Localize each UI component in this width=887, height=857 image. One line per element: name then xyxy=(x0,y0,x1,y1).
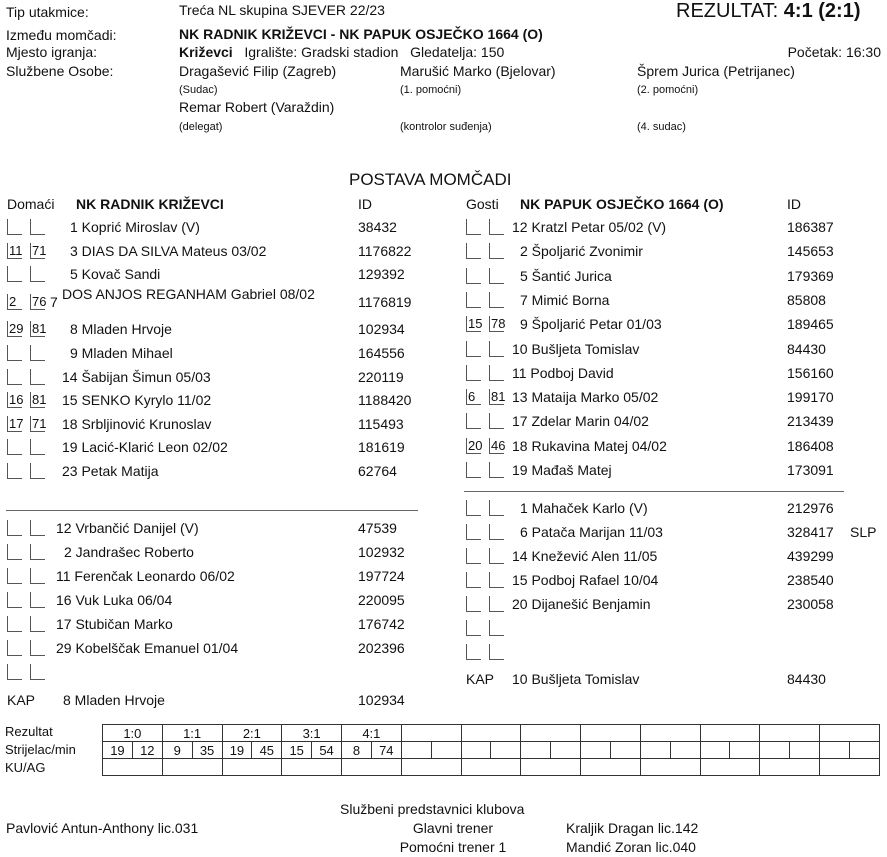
sub-minute-box xyxy=(489,596,504,612)
scorer-cell: 15 xyxy=(282,742,312,759)
sub-minute-box xyxy=(489,413,504,429)
score-result-cell: 2:1 xyxy=(222,725,282,742)
player-id: 212976 xyxy=(787,500,834,516)
player-name: 1 Koprić Miroslav (V) xyxy=(70,219,200,235)
score-result-cell xyxy=(820,725,880,742)
sub-minute-box xyxy=(466,548,481,564)
score-row-label: Strijelac/min xyxy=(5,742,76,757)
score-result-cell xyxy=(401,725,461,742)
sub-minute-box: 29 xyxy=(9,321,24,337)
footer-title: Službeni predstavnici klubova xyxy=(340,801,525,817)
player-id: 328417 xyxy=(787,524,834,540)
sub-minute-box xyxy=(489,644,504,660)
player-id: 189465 xyxy=(787,316,834,333)
sub-minute-box xyxy=(7,520,22,536)
official-role: (delegat) xyxy=(179,121,223,133)
own-goal-cell xyxy=(162,759,222,776)
player-id: 85808 xyxy=(787,291,826,308)
sub-minute-box xyxy=(489,219,504,235)
home-divider xyxy=(6,510,418,511)
sub-minute-box xyxy=(489,548,504,564)
player-id: 176742 xyxy=(358,616,405,632)
result-value: 4:1 (2:1) xyxy=(783,0,861,22)
sub-minute-box xyxy=(466,243,481,259)
sub-minute-box xyxy=(7,616,22,632)
sub-minute-box xyxy=(466,572,481,588)
teams-label: Između momčadi: xyxy=(6,27,117,43)
sub-minute-box xyxy=(466,413,481,429)
player-id: 115493 xyxy=(358,415,404,432)
player-name: 19 Mađaš Matej xyxy=(512,462,612,478)
player-name: 7 Mimić Borna xyxy=(520,291,610,308)
player-id: 164556 xyxy=(358,345,405,361)
score-result-cell xyxy=(640,725,700,742)
scorer-cell xyxy=(849,742,879,759)
player-id: 230058 xyxy=(787,596,834,612)
scorer-cell xyxy=(491,742,521,759)
player-id: 186408 xyxy=(787,437,834,454)
player-id: 179369 xyxy=(787,267,834,284)
scorer-cell xyxy=(521,742,551,759)
sub-minute-box xyxy=(489,500,504,516)
player-id: 173091 xyxy=(787,462,834,478)
sub-minute-box: 2 xyxy=(7,294,22,310)
sub-minute-box xyxy=(7,640,22,656)
player-name: 18 Rukavina Matej 04/02 xyxy=(512,437,667,454)
sub-minute-box xyxy=(7,219,22,235)
player-id: 181619 xyxy=(358,439,405,456)
player-name: 17 Stubičan Marko xyxy=(56,616,173,632)
scorer-cell: 45 xyxy=(252,742,282,759)
player-id: 199170 xyxy=(787,389,834,406)
sub-minute-box xyxy=(30,219,45,235)
own-goal-cell xyxy=(760,759,820,776)
own-goal-cell xyxy=(401,759,461,776)
scorer-cell: 19 xyxy=(103,742,133,759)
footer-coach: Mandić Zoran lic.040 xyxy=(566,839,696,855)
away-captain-label: KAP xyxy=(466,671,495,687)
sub-minute-box xyxy=(30,568,45,584)
player-name: 9 Mladen Mihael xyxy=(70,345,173,361)
footer-club-rep: Pavlović Antun-Anthony lic.031 xyxy=(6,820,199,836)
player-number: 7 xyxy=(50,293,58,310)
sub-minute-box xyxy=(7,463,22,479)
score-result-cell: 1:1 xyxy=(162,725,222,742)
player-id: 62764 xyxy=(358,463,397,479)
sub-minute-box xyxy=(466,292,481,308)
sub-minute-box: 78 xyxy=(491,316,506,332)
player-name: 19 Lacić-Klarić Leon 02/02 xyxy=(62,439,228,456)
scorer-cell xyxy=(790,742,820,759)
score-result-cell: 4:1 xyxy=(342,725,402,742)
player-status: SLP xyxy=(850,524,877,540)
venue-details: Igralište: Gradski stadion Gledatelja: 150 xyxy=(244,44,505,60)
scorer-cell xyxy=(461,742,491,759)
sub-minute-box xyxy=(7,266,22,282)
scorer-cell: 74 xyxy=(371,742,401,759)
score-result-cell xyxy=(521,725,581,742)
official-role: (kontrolor suđenja) xyxy=(400,121,492,133)
sub-minute-box xyxy=(489,292,504,308)
home-team-name: NK RADNIK KRIŽEVCI xyxy=(76,196,224,212)
section-title: POSTAVA MOMČADI xyxy=(349,170,512,189)
scorer-cell: 12 xyxy=(132,742,162,759)
player-id: 145653 xyxy=(787,243,834,260)
sub-minute-box xyxy=(466,219,481,235)
player-name: 11 Podboj David xyxy=(512,364,614,381)
sub-minute-box xyxy=(466,620,481,636)
sub-minute-box: 6 xyxy=(466,389,481,405)
sub-minute-box: 17 xyxy=(9,415,24,431)
player-id: 38432 xyxy=(358,219,397,235)
sub-minute-box xyxy=(30,544,45,560)
player-name: 17 Zdelar Marin 04/02 xyxy=(512,413,649,430)
player-id: 202396 xyxy=(358,640,405,656)
score-row-label: KU/AG xyxy=(5,760,46,775)
player-name: DOS ANJOS REGANHAM Gabriel 08/02 xyxy=(62,285,315,302)
kickoff-time: Početak: 16:30 xyxy=(787,44,881,60)
sub-minute-box xyxy=(466,644,481,660)
own-goal-cell xyxy=(820,759,880,776)
footer-coach: Kraljik Dragan lic.142 xyxy=(566,820,699,836)
player-id: 238540 xyxy=(787,572,834,588)
sub-minute-box: 76 xyxy=(32,293,47,309)
scorer-cell: 9 xyxy=(162,742,192,759)
sub-minute-box xyxy=(30,463,45,479)
sub-minute-box xyxy=(7,369,22,385)
sub-minute-box xyxy=(30,520,45,536)
home-captain: 8 Mladen Hrvoje xyxy=(63,692,165,708)
away-captain-id: 84430 xyxy=(787,671,826,687)
own-goal-cell xyxy=(461,759,521,776)
player-name: 20 Dijanešić Benjamin xyxy=(512,596,651,612)
official-name: Remar Robert (Varaždin) xyxy=(179,99,335,115)
sub-minute-box: 15 xyxy=(468,316,483,332)
own-goal-row xyxy=(103,759,880,776)
player-name: 13 Mataija Marko 05/02 xyxy=(512,389,659,406)
sub-minute-box xyxy=(466,341,481,357)
own-goal-cell xyxy=(700,759,760,776)
scorer-cell xyxy=(401,742,431,759)
sub-minute-box xyxy=(489,524,504,540)
sub-minute-box xyxy=(30,439,45,455)
sub-minute-box xyxy=(7,439,22,455)
player-id: 213439 xyxy=(787,413,834,430)
player-name: 23 Petak Matija xyxy=(62,463,159,479)
player-name: 11 Ferenčak Leonardo 06/02 xyxy=(56,568,235,584)
sub-minute-box xyxy=(466,462,481,478)
scorer-cell: 19 xyxy=(222,742,252,759)
player-id: 129392 xyxy=(358,266,405,283)
sub-minute-box xyxy=(489,341,504,357)
player-id: 439299 xyxy=(787,548,834,564)
own-goal-cell xyxy=(103,759,163,776)
player-name: 3 DIAS DA SILVA Mateus 03/02 xyxy=(70,242,267,259)
player-name: 15 Podboj Rafael 10/04 xyxy=(512,572,659,588)
scorer-cell xyxy=(581,742,611,759)
sub-minute-box: 46 xyxy=(491,437,506,453)
venue-label: Mjesto igranja: xyxy=(6,44,98,60)
sub-minute-box xyxy=(30,640,45,656)
sub-minute-box xyxy=(489,243,504,259)
player-name: 8 Mladen Hrvoje xyxy=(70,321,172,338)
sub-minute-box xyxy=(489,268,504,284)
own-goal-cell xyxy=(222,759,282,776)
home-captain-label: KAP xyxy=(7,692,36,708)
scorer-cell: 54 xyxy=(312,742,342,759)
player-name: 1 Mahaček Karlo (V) xyxy=(520,500,648,516)
sub-minute-box xyxy=(30,369,45,385)
sub-minute-box xyxy=(489,462,504,478)
scorer-cell: 35 xyxy=(192,742,222,759)
own-goal-cell xyxy=(282,759,342,776)
result-label: REZULTAT: xyxy=(676,0,779,22)
player-id: 220095 xyxy=(358,592,405,608)
sub-minute-box xyxy=(30,266,45,282)
score-result-cell xyxy=(700,725,760,742)
scorer-cell xyxy=(431,742,461,759)
player-name: 2 Špoljarić Zvonimir xyxy=(520,243,643,260)
scorer-cell xyxy=(610,742,640,759)
sub-minute-box xyxy=(30,592,45,608)
player-name: 14 Knežević Alen 11/05 xyxy=(512,548,658,564)
scorer-cell xyxy=(760,742,790,759)
sub-minute-box xyxy=(466,365,481,381)
sub-minute-box: 71 xyxy=(32,415,47,431)
player-name: 6 Patača Marijan 11/03 xyxy=(520,524,663,540)
sub-minute-box xyxy=(30,664,45,680)
result-heading xyxy=(676,0,861,23)
player-name: 12 Vrbančić Danijel (V) xyxy=(56,520,199,536)
scorer-cell xyxy=(551,742,581,759)
sub-minute-box: 81 xyxy=(32,392,47,408)
player-id: 1176819 xyxy=(358,293,412,310)
sub-minute-box: 20 xyxy=(468,437,483,453)
player-id: 1176822 xyxy=(358,242,412,259)
player-name: 16 Vuk Luka 06/04 xyxy=(56,592,173,608)
scorer-cell xyxy=(700,742,730,759)
sub-minute-box xyxy=(7,664,22,680)
scorer-cell xyxy=(820,742,850,759)
official-name: Dragašević Filip (Zagreb) xyxy=(179,63,337,79)
official-role: (Sudac) xyxy=(179,84,218,96)
sub-minute-box: 81 xyxy=(491,389,506,405)
away-side-label: Gosti xyxy=(466,196,499,212)
sub-minute-box xyxy=(489,572,504,588)
footer-role: Glavni trener xyxy=(412,820,494,836)
player-id: 197724 xyxy=(358,568,405,584)
home-id-header: ID xyxy=(358,196,372,212)
sub-minute-box: 71 xyxy=(32,242,47,258)
own-goal-cell xyxy=(581,759,641,776)
scorer-cell xyxy=(730,742,760,759)
player-id: 186387 xyxy=(787,219,834,235)
player-id: 102932 xyxy=(358,544,405,560)
away-team-name: NK PAPUK OSJEČKO 1664 (O) xyxy=(520,196,724,212)
scorer-cell: 8 xyxy=(342,742,372,759)
player-id: 84430 xyxy=(787,340,826,357)
official-role: (2. pomoćni) xyxy=(637,84,699,96)
player-name: 5 Kovač Sandi xyxy=(70,266,161,283)
player-name: 14 Šabijan Šimun 05/03 xyxy=(62,368,211,385)
score-result-cell xyxy=(760,725,820,742)
footer-role: Pomoćni trener 1 xyxy=(399,839,507,855)
official-role: (4. sudac) xyxy=(637,121,686,133)
own-goal-cell xyxy=(342,759,402,776)
player-id: 1188420 xyxy=(358,392,412,409)
player-name: 5 Šantić Jurica xyxy=(520,267,612,284)
sub-minute-box xyxy=(30,616,45,632)
player-name: 2 Jandrašec Roberto xyxy=(64,544,194,560)
venue-value xyxy=(179,44,504,60)
player-name: 18 Srbljinović Krunoslav xyxy=(62,415,212,432)
venue-city: Križevci xyxy=(179,44,233,60)
sub-minute-box xyxy=(30,345,45,361)
teams-value: NK RADNIK KRIŽEVCI - NK PAPUK OSJEČKO 1664 (O) xyxy=(179,26,543,42)
sub-minute-box: 11 xyxy=(9,242,23,258)
player-id: 156160 xyxy=(787,364,834,381)
official-name: Marušić Marko (Bjelovar) xyxy=(400,63,556,79)
sub-minute-box xyxy=(466,500,481,516)
home-side-label: Domaći xyxy=(7,196,55,212)
score-row-label: Rezultat xyxy=(5,724,53,739)
away-divider xyxy=(464,491,844,492)
official-name: Šprem Jurica (Petrijanec) xyxy=(637,63,795,79)
officials-label: Službene Osobe: xyxy=(6,63,114,79)
score-result-row xyxy=(103,725,880,742)
sub-minute-box xyxy=(7,345,22,361)
score-table xyxy=(102,724,880,776)
home-captain-id: 102934 xyxy=(358,692,405,708)
score-result-cell: 3:1 xyxy=(282,725,342,742)
sub-minute-box xyxy=(466,268,481,284)
sub-minute-box: 16 xyxy=(9,392,24,408)
match-type-label: Tip utakmice: xyxy=(6,4,89,20)
sub-minute-box xyxy=(489,620,504,636)
away-captain: 10 Bušljeta Tomislav xyxy=(512,671,640,687)
player-name: 29 Kobelščak Emanuel 01/04 xyxy=(56,640,239,656)
scorer-cell xyxy=(670,742,700,759)
sub-minute-box: 81 xyxy=(32,321,47,337)
sub-minute-box xyxy=(466,596,481,612)
sub-minute-box xyxy=(489,365,504,381)
score-result-cell xyxy=(461,725,521,742)
sub-minute-box xyxy=(466,524,481,540)
scorer-cell xyxy=(640,742,670,759)
scorer-row xyxy=(103,742,880,759)
match-type-value: Treća NL skupina SJEVER 22/23 xyxy=(179,2,385,18)
sub-minute-box xyxy=(7,568,22,584)
own-goal-cell xyxy=(640,759,700,776)
player-id: 102934 xyxy=(358,321,405,338)
score-result-cell: 1:0 xyxy=(103,725,163,742)
player-id: 220119 xyxy=(358,368,404,385)
player-id: 47539 xyxy=(358,520,397,536)
official-role: (1. pomoćni) xyxy=(400,84,462,96)
sub-minute-box xyxy=(7,544,22,560)
player-name: 9 Špoljarić Petar 01/03 xyxy=(520,316,662,333)
player-name: 10 Bušljeta Tomislav xyxy=(512,340,640,357)
away-id-header: ID xyxy=(787,196,801,212)
score-result-cell xyxy=(581,725,641,742)
player-name: 15 SENKO Kyrylo 11/02 xyxy=(62,392,212,409)
own-goal-cell xyxy=(521,759,581,776)
player-name: 12 Kratzl Petar 05/02 (V) xyxy=(512,219,667,235)
sub-minute-box xyxy=(7,592,22,608)
